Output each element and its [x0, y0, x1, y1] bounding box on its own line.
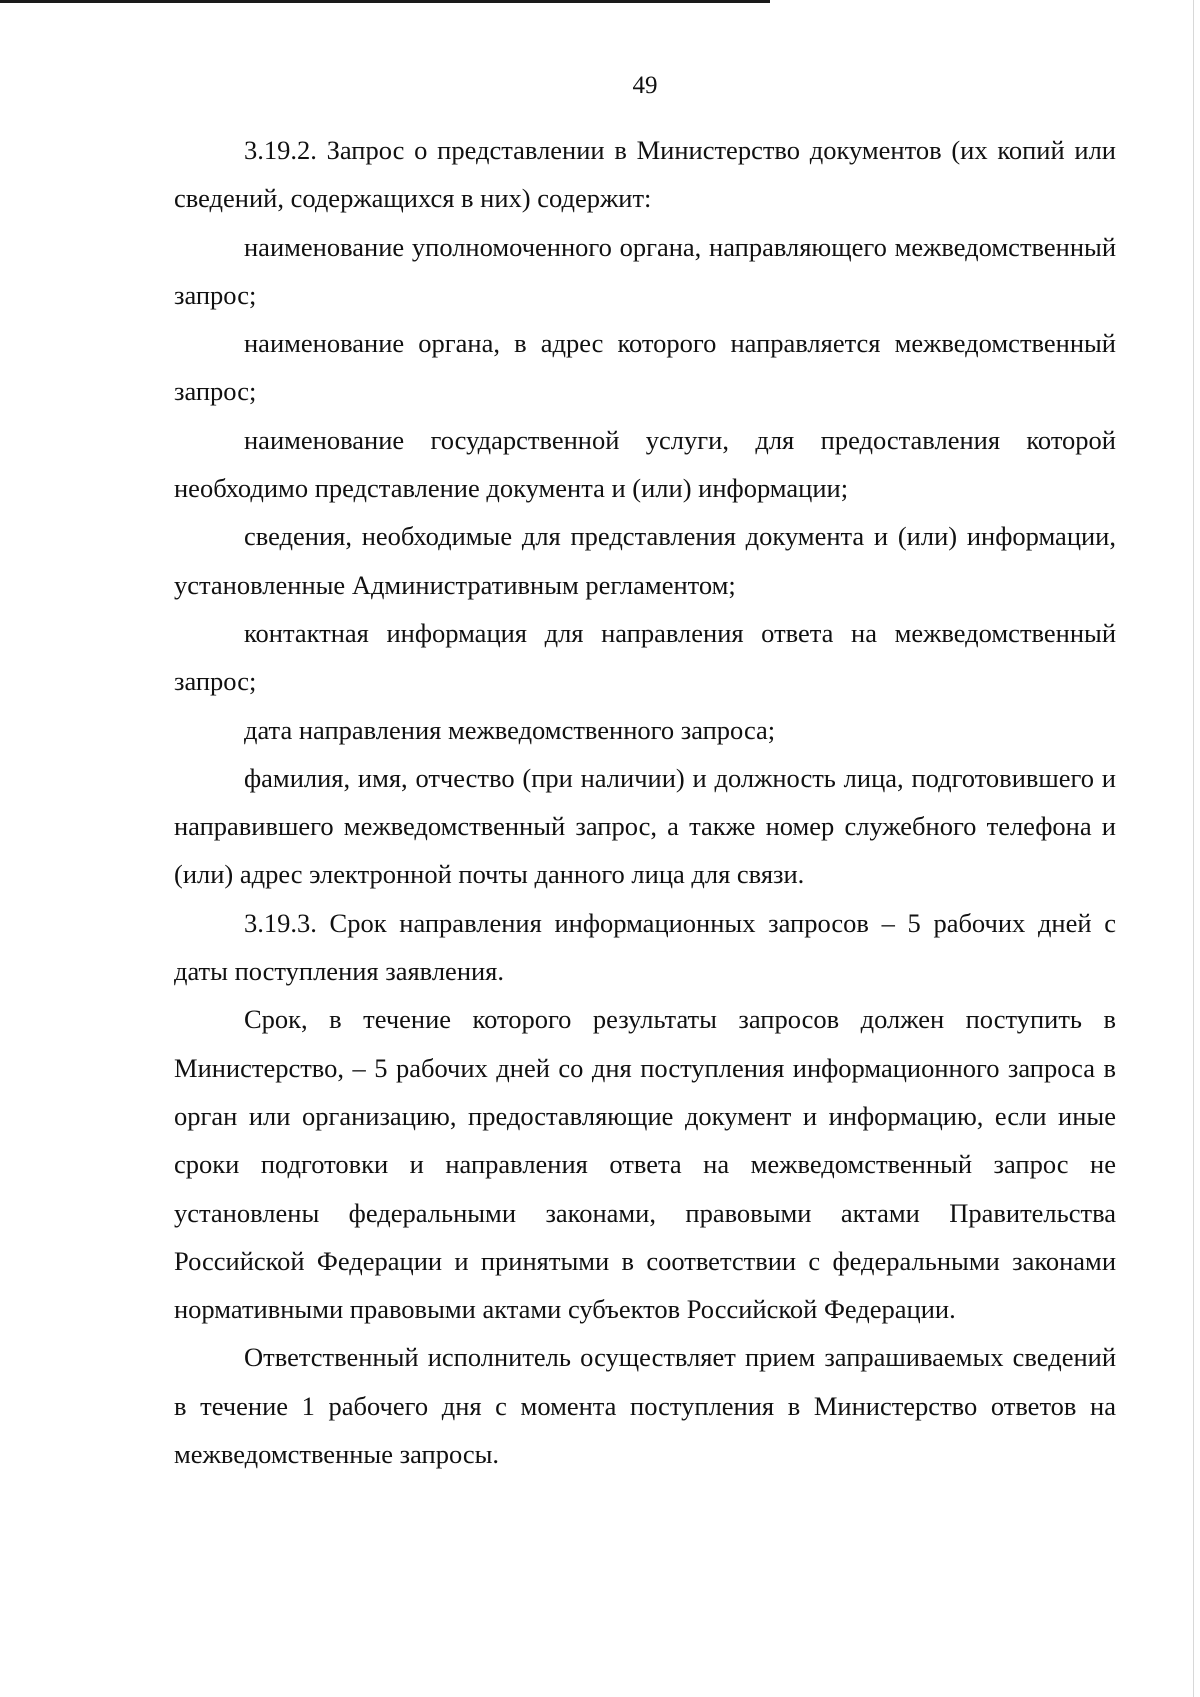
page-number: 49: [632, 72, 658, 99]
paragraph-3-19-2: 3.19.2. Запрос о представлении в Министерство документов (их копий или сведений, содержащихся в них) содержит:: [174, 135, 1116, 214]
document-body: [174, 126, 1116, 1478]
list-item-authorized-body: наименование уполномоченного органа, направляющего межведомственный запрос;: [174, 231, 1116, 310]
paragraph-3-19-3: 3.19.3. Срок направления информационных запросов – 5 рабочих дней с даты поступления заявления.: [174, 907, 1116, 987]
scan-right-border: [1193, 0, 1194, 1697]
list-item-contact-info: контактная информация для направления ответа на межведомственный запрос;: [174, 617, 1116, 697]
scan-top-border: [0, 0, 770, 3]
list-item-recipient-body: наименование органа, в адрес которого направляется межведомственный запрос;: [174, 328, 1116, 407]
paragraph-response-deadline: Срок, в течение которого результаты запросов должен поступить в Министерство, – 5 рабочих дней со дня поступления информационного запроса в орган или организацию, предоставляющие документ и информацию, если иные сроки подготовки и направления ответа на межведомственный запрос не установлены федеральными законами, правовыми актами Правительства Российской Федерации и принятыми в соответствии с федеральными законами нормативными правовыми актами субъектов Российской Федерации.: [174, 1004, 1116, 1325]
list-item-request-date: дата направления межведомственного запроса;: [244, 714, 776, 745]
list-item-responsible-person: фамилия, имя, отчество (при наличии) и должность лица, подготовившего и направившего межведомственный запрос, а также номер служебного телефона и (или) адрес электронной почты данного лица для связи.: [174, 762, 1116, 890]
list-item-service-name: наименование государственной услуги, для предоставления которой необходимо представление документа и (или) информации;: [174, 424, 1116, 504]
list-item-required-info: сведения, необходимые для представления документа и (или) информации, установленные Административным регламентом;: [174, 521, 1116, 600]
paragraph-executor-receipt: Ответственный исполнитель осуществляет прием запрашиваемых сведений в течение 1 рабочего дня с момента поступления в Министерство ответов на межведомственные запросы.: [174, 1342, 1116, 1470]
